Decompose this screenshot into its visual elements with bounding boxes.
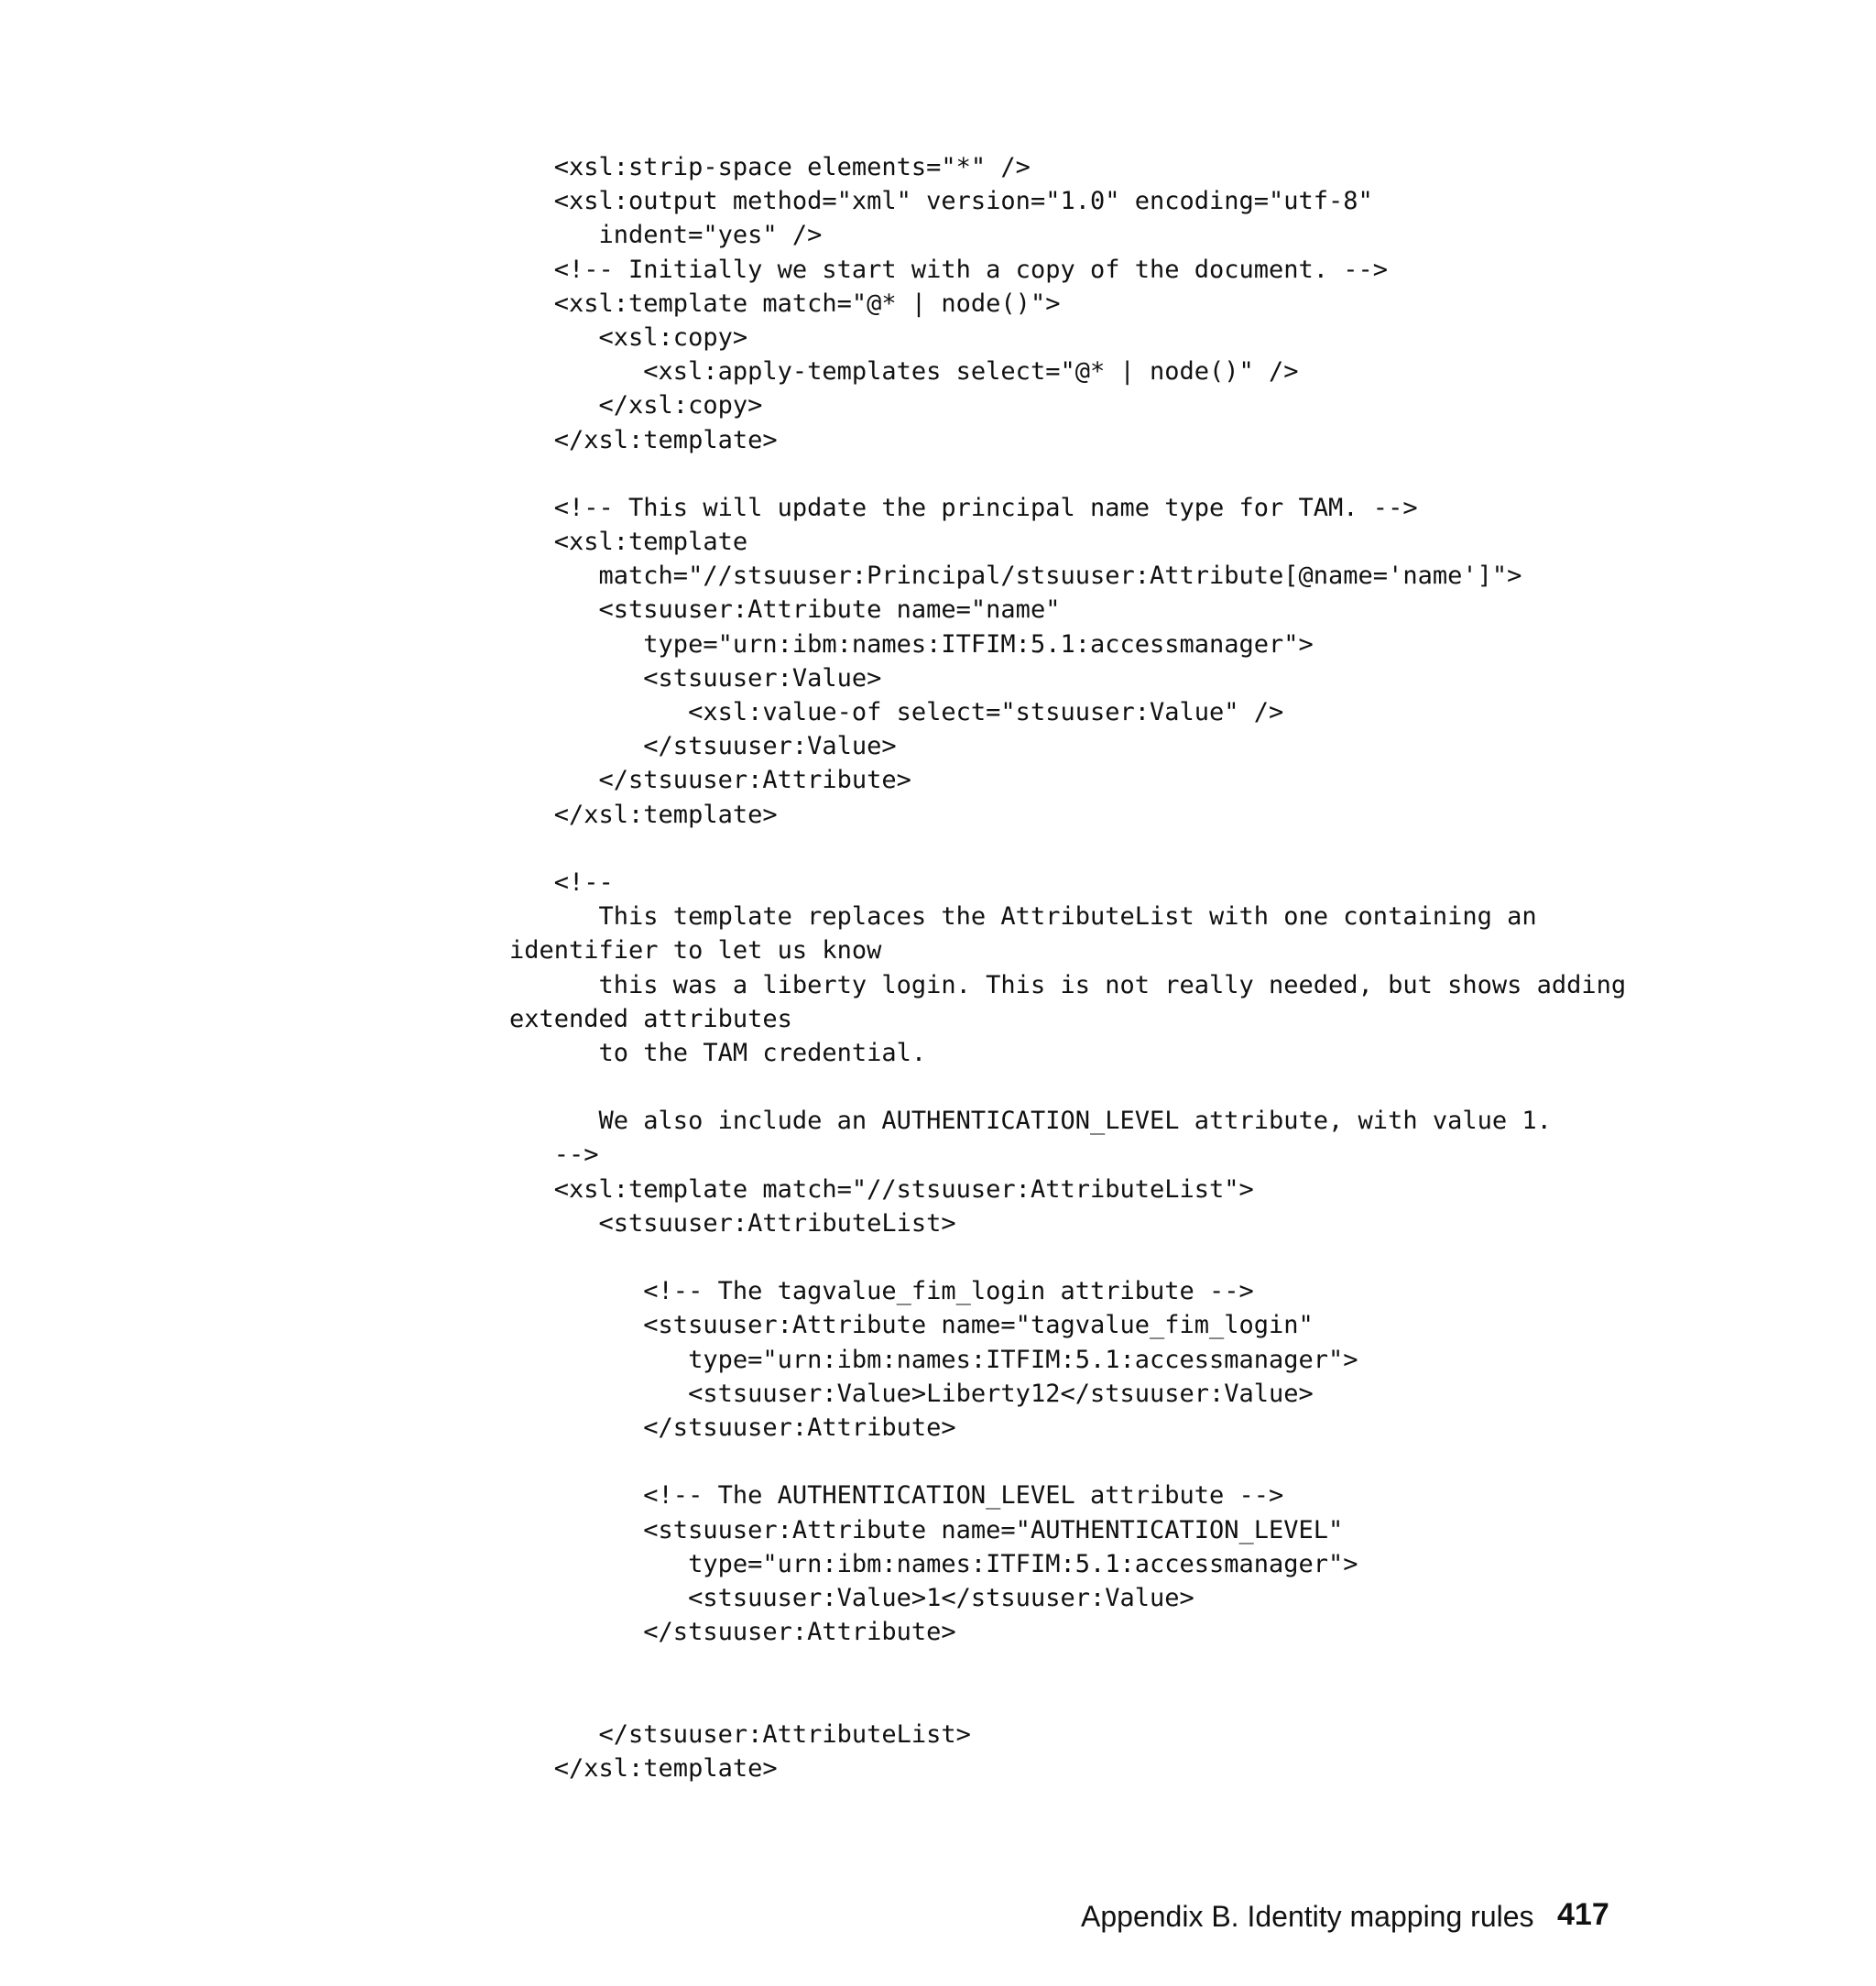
code-line: <!-- Initially we start with a copy of the document. -->	[509, 255, 1389, 284]
code-line: <!-- The AUTHENTICATION_LEVEL attribute -->	[509, 1481, 1284, 1511]
code-line: </stsuuser:AttributeList>	[509, 1719, 971, 1749]
code-line: <stsuuser:AttributeList>	[509, 1208, 956, 1238]
code-line: </xsl:template>	[509, 425, 778, 454]
code-line: We also include an AUTHENTICATION_LEVEL attribute, with value 1.	[509, 1107, 1552, 1136]
code-line: <xsl:template match="//stsuuser:AttributeList">	[509, 1174, 1254, 1204]
code-line: type="urn:ibm:names:ITFIM:5.1:accessmanager">	[509, 1549, 1358, 1578]
page-number: 417	[1557, 1897, 1609, 1932]
code-line	[509, 1240, 1626, 1274]
code-line: match="//stsuuser:Principal/stsuuser:Attribute[@name='name']">	[509, 562, 1522, 591]
code-line	[509, 832, 1626, 866]
code-line: this was a liberty login. This is not really needed, but shows adding	[509, 970, 1627, 999]
code-line: </stsuuser:Attribute>	[509, 1618, 956, 1647]
code-line: </stsuuser:Value>	[509, 732, 897, 761]
code-line: indent="yes" />	[509, 221, 823, 250]
code-line: -->	[509, 1140, 599, 1170]
footer-title: Appendix B. Identity mapping rules	[1081, 1900, 1534, 1933]
code-line: <stsuuser:Value>1</stsuuser:Value>	[509, 1583, 1194, 1612]
code-line: extended attributes	[509, 1004, 792, 1033]
code-line: </xsl:copy>	[509, 391, 763, 420]
code-line	[509, 1683, 1626, 1717]
code-line: This template replaces the AttributeList with one containing an	[509, 902, 1537, 932]
page-footer	[1081, 1897, 1609, 1935]
code-line: </stsuuser:Attribute>	[509, 1413, 956, 1442]
code-line: identifier to let us know	[509, 936, 882, 966]
code-line: <stsuuser:Attribute name="AUTHENTICATION_LEVEL"	[509, 1515, 1344, 1544]
code-line: </xsl:template>	[509, 1753, 778, 1783]
code-line: <xsl:value-of select="stsuuser:Value" />	[509, 698, 1284, 726]
code-line: <!-- The tagvalue_fim_login attribute -->	[509, 1277, 1254, 1306]
code-line: <stsuuser:Attribute name="name"	[509, 595, 1061, 625]
code-line: </xsl:template>	[509, 800, 778, 829]
code-line: type="urn:ibm:names:ITFIM:5.1:accessmanager">	[509, 629, 1314, 659]
code-line	[509, 1445, 1626, 1479]
code-line	[509, 457, 1626, 491]
code-line: <xsl:template match="@* | node()">	[509, 289, 1061, 318]
code-line: <xsl:strip-space elements="*" />	[509, 153, 1031, 181]
code-line: </stsuuser:Attribute>	[509, 766, 911, 795]
code-line: to the TAM credential.	[509, 1038, 927, 1067]
code-listing	[509, 150, 1626, 1785]
code-line: <stsuuser:Value>Liberty12</stsuuser:Value>	[509, 1379, 1314, 1408]
code-line	[509, 1070, 1626, 1104]
code-line: <stsuuser:Value>	[509, 663, 882, 693]
code-line: <xsl:apply-templates select="@* | node()" />	[509, 357, 1299, 387]
code-line: type="urn:ibm:names:ITFIM:5.1:accessmanager">	[509, 1345, 1358, 1374]
code-line: <!--	[509, 868, 614, 897]
code-line: <stsuuser:Attribute name="tagvalue_fim_login"	[509, 1311, 1314, 1340]
code-line: <xsl:template	[509, 528, 748, 557]
code-line: <xsl:copy>	[509, 322, 748, 352]
code-line: <xsl:output method="xml" version="1.0" encoding="utf-8"	[509, 187, 1373, 216]
code-line	[509, 1649, 1626, 1683]
code-line: <!-- This will update the principal name type for TAM. -->	[509, 493, 1418, 522]
